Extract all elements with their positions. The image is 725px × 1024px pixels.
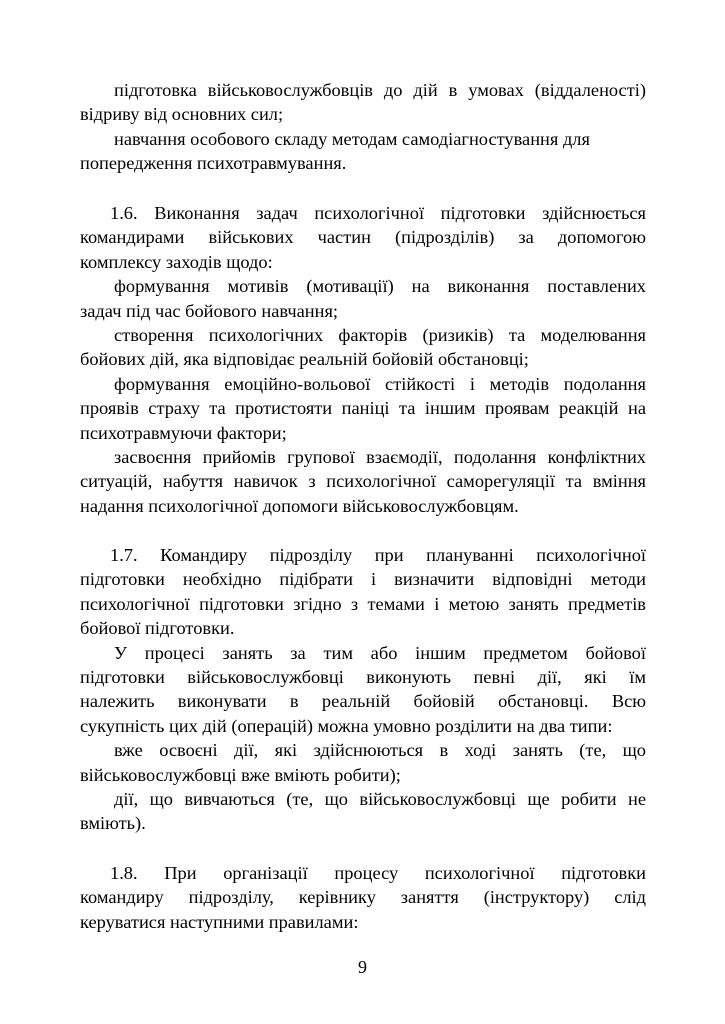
text-line: вміють). bbox=[80, 813, 146, 834]
text-line: підготовки необхідно підібрати і визначити відповідні методи bbox=[80, 569, 646, 590]
list-item-line: формування мотивів (мотивації) на виконання поставлених bbox=[114, 276, 646, 297]
section-heading-line: 1.6. Виконання задач психологічної підготовки здійснюється bbox=[110, 203, 646, 223]
section-heading-line: 1.7. Командиру підрозділу при плануванні психологічної bbox=[110, 545, 646, 565]
text-line: підготовка військовослужбовців до дій в умовах (віддаленості) bbox=[114, 80, 646, 100]
intro-list bbox=[80, 78, 646, 176]
list-item-line: формування емоційно-вольової стійкості і методів подолання bbox=[114, 373, 646, 394]
section-1-7 bbox=[80, 543, 646, 836]
section-heading-line: 1.8. При організації процесу психологічної підготовки bbox=[110, 863, 646, 883]
text-line: відриву від основних сил; bbox=[80, 104, 284, 125]
text-line: військовослужбовці вже вміють робити); bbox=[80, 764, 401, 785]
text-line: навчання особового складу методам самодіагностування для bbox=[114, 128, 590, 149]
section-1-6 bbox=[80, 201, 646, 518]
text-line: підготовки військовослужбовці виконують певні дії, які їм bbox=[80, 666, 646, 687]
text-line: ситуацій, набуття навичок з психологічної саморегуляції та вміння bbox=[80, 471, 646, 492]
text-line: задач під час бойового навчання; bbox=[80, 300, 339, 321]
text-line: надання психологічної допомоги військовослужбовцям. bbox=[80, 495, 519, 516]
list-item-line: засвоєння прийомів групової взаємодії, подолання конфліктних bbox=[114, 446, 646, 467]
list-item-line: вже освоєні дії, які здійснюються в ході занять (те, що bbox=[114, 740, 646, 761]
text-line: належить виконувати в реальній бойовій обстановці. Всю bbox=[80, 691, 646, 712]
text-line: психотравмуючи фактори; bbox=[80, 422, 287, 443]
text-line: командиру підрозділу, керівнику заняття (інструктору) слід bbox=[80, 887, 646, 908]
list-item-line: дії, що вивчаються (те, що військовослужбовці ще робити не bbox=[114, 788, 646, 809]
section-1-8 bbox=[80, 861, 646, 934]
paragraph-line: У процесі занять за тим або іншим предметом бойової bbox=[114, 642, 646, 663]
text-line: бойових дій, яка відповідає реальній бойовій обстановці; bbox=[80, 349, 529, 370]
text-line: психологічної підготовки згідно з темами і метою занять предметів bbox=[80, 593, 646, 614]
text-line: попередження психотравмування. bbox=[80, 153, 347, 174]
text-line: бойової підготовки. bbox=[80, 618, 235, 639]
text-line: керуватися наступними правилами: bbox=[80, 911, 359, 932]
list-item-line: створення психологічних факторів (ризиків) та моделювання bbox=[114, 324, 646, 345]
text-line: командирами військових частин (підрозділів) за допомогою bbox=[80, 227, 646, 248]
text-line: сукупність цих дій (операцій) можна умовно розділити на два типи: bbox=[80, 715, 613, 736]
text-line: проявів страху та протистояти паніці та іншим проявам реакцій на bbox=[80, 398, 646, 419]
text-line: комплексу заходів щодо: bbox=[80, 251, 273, 272]
page-number: 9 bbox=[358, 957, 367, 977]
